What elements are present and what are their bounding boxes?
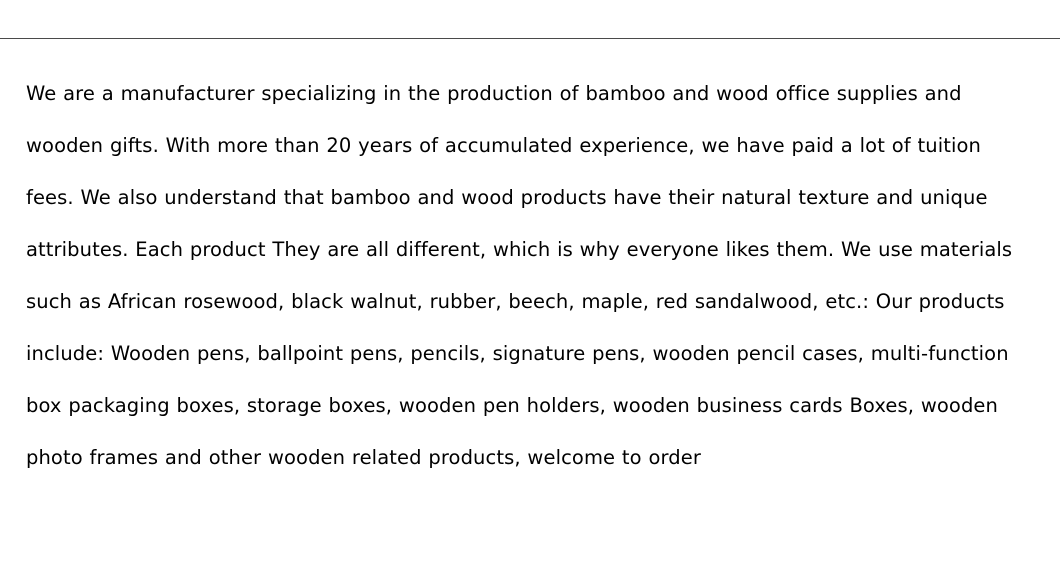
top-divider: [0, 38, 1060, 39]
document-body: [26, 68, 1034, 484]
company-description-paragraph: We are a manufacturer specializing in the production of bamboo and wood office supplies and wooden gifts. With more than 20 years of accumulated experience, we have paid a lot of tuition fees. We also understand that bamboo and wood products have their natural texture and unique attributes. Each product They are all different, which is why everyone likes them. We use materials such as African rosewood, black walnut, rubber, beech, maple, red sandalwood, etc.: Our products include: Wooden pens, ballpoint pens, pencils, signature pens, wooden pencil cases, multi-function box packaging boxes, storage boxes, wooden pen holders, wooden business cards Boxes, wooden photo frames and other wooden related products, welcome to order: [26, 82, 1013, 469]
